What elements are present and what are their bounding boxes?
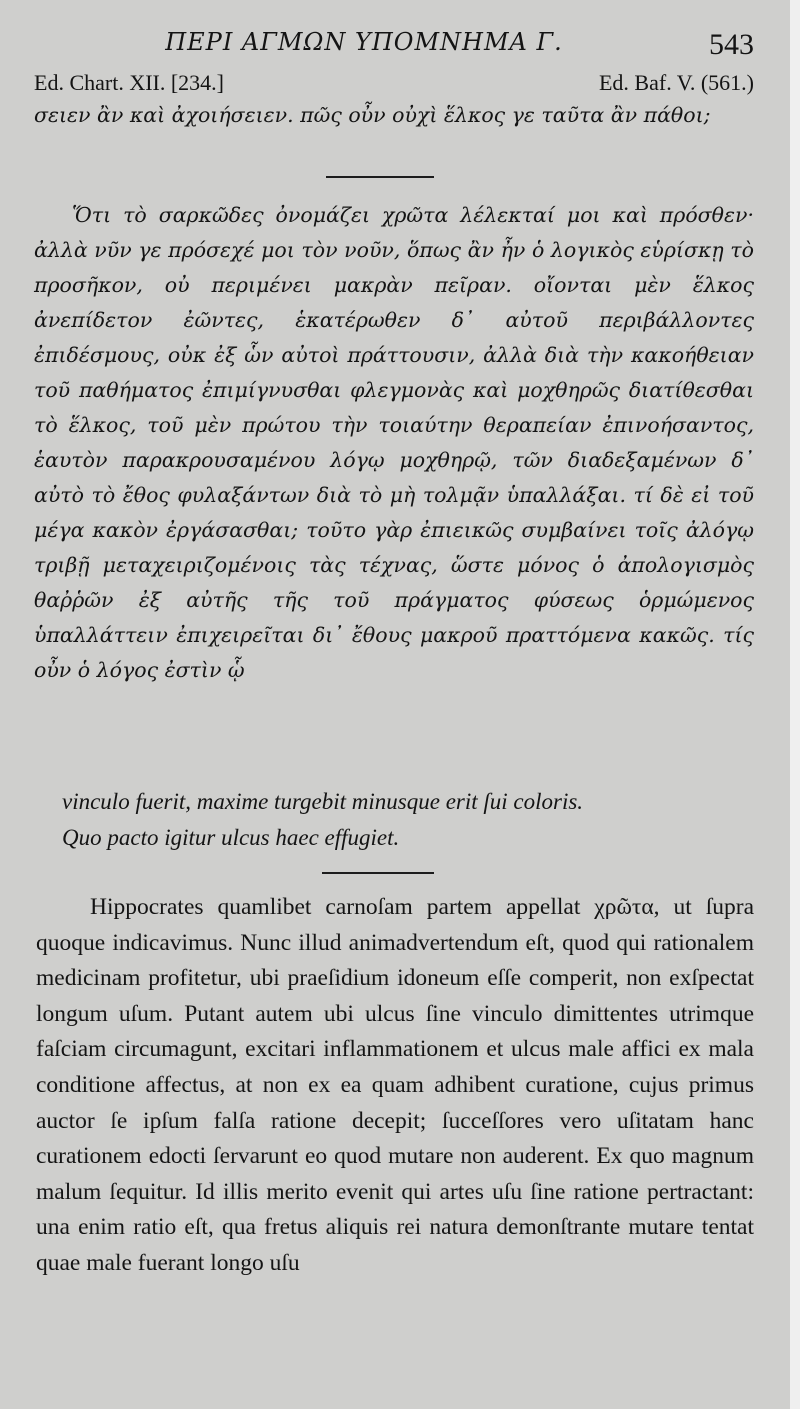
running-title: ΠΕΡΙ ΑΓΜΩΝ ΥΠΟΜΝΗΜΑ Γ. <box>165 28 563 56</box>
latin-lemma-line: vinculo fuerit, maxime turgebit minusque erit ſui coloris. <box>62 789 584 814</box>
greek-commentary-paragraph: Ὅτι τὸ σαρκῶδες ὀνομάζει χρῶτα λέλεκταί μοι καὶ πρόσθεν· ἀλλὰ νῦν γε πρόσεχέ μοι τὸν νοῦν, ὅπως ἂν ἦν ὁ λογικὸς εὑρίσκῃ τὸ προσῆκον, οὐ περιμένει μακρὰν πεῖραν. οἴονται μὲν ἕλκος ἀνεπίδετον ἐῶντες, ἑκατέρωθεν δ᾽ αὐτοῦ περιβάλλοντες ἐπιδέσμους, οὐκ ἐξ ὧν αὐτοὶ πράττουσιν, ἀλλὰ διὰ τὴν κακοήθειαν τοῦ παθήματος ἐπιμίγνυσθαι φλεγμονὰς καὶ μοχθηρῶς διατίθεσθαι τὸ ἕλκος, τοῦ μὲν πρώτου τὴν τοιαύτην θεραπείαν ἐπινοήσαντος, ἑαυτὸν παρακρουσαμένου λόγῳ μοχθηρῷ, τῶν διαδεξαμένων δ᾽ αὐτὸ τὸ ἔθος φυλαξάντων διὰ τὸ μὴ τολμᾷν ὑπαλλάξαι. τί δὲ εἰ τοῦ μέγα κακὸν ἐργάσασθαι; τοῦτο γὰρ ἐπιεικῶς συμβαίνει τοῖς ἀλόγῳ τριβῇ μεταχειριζομένοις τὰς τέχνας, ὥστε μόνος ὁ ἀπολογισμὸς θαῤῥῶν ἐξ αὐτῆς τῆς τοῦ πράγματος φύσεως ὁρμώμενος ὑπαλλάττειν ἐπιχειρεῖται δι᾽ ἔθους μακροῦ πραττόμενα κακῶς. τίς οὖν ὁ λόγος ἐστὶν ᾧ <box>34 203 754 682</box>
latin-commentary-paragraph: Hippocrates quamlibet carnoſam partem appellat χρῶτα, ut ſupra quoque indicavimus. Nunc illud animadvertendum eſt, quod qui rationalem medicinam profitetur, ubi praeſidium idoneum eſſe comperit, non exſpectat longum uſum. Putant autem ubi ulcus ſine vinculo dimittentes utrimque faſciam circumagunt, excitari inflammationem et ulcus male affici ex mala conditione affectus, at non ex ea quam adhibent curatione, cujus primus auctor ſe ipſum falſa ratione decepit; ſucceſſores vero uſitatam hanc curationem edocti ſervarunt eo quod mutare non auderent. Ex quo magnum malum ſequitur. Id illis merito evenit qui artes uſu ſine ratione pertractant: una enim ratio eſt, qua fretus aliquis rei natura demonſtrante mutare tentat quae male fuerant longo uſu <box>36 894 754 1276</box>
section-divider <box>326 176 434 178</box>
edition-basel: Ed. Baf. V. (561.) <box>598 70 754 95</box>
latin-lemma <box>62 784 754 856</box>
page-header <box>36 28 762 68</box>
page-number: 543 <box>709 28 754 61</box>
edition-references <box>34 70 754 100</box>
latin-lemma-line: Quo pacto igitur ulcus haec effugiet. <box>62 825 400 850</box>
edition-chartier: Ed. Chart. XII. [234.] <box>34 70 225 95</box>
section-divider <box>322 872 434 874</box>
greek-text-continuation: σειεν ἂν καὶ ἀχοιήσειεν. πῶς οὖν οὐχὶ ἕλκος γε ταῦτα ἂν πάθοι; <box>34 103 711 127</box>
